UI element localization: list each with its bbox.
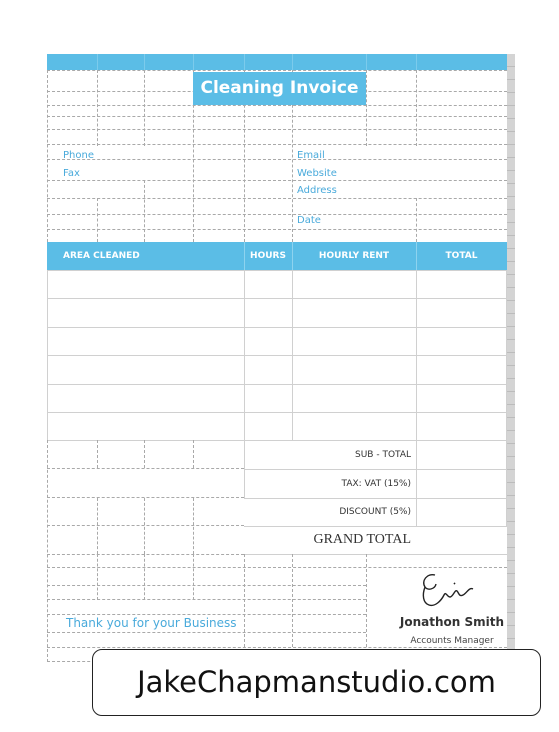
watermark-banner: JakeChapmanstudio.com	[92, 649, 541, 716]
invoice-title: Cleaning Invoice	[193, 72, 366, 105]
signature-image	[417, 567, 487, 611]
invoice-sheet	[47, 54, 507, 662]
grand-total-label: GRAND TOTAL	[313, 532, 411, 547]
sheet-edge-shade	[507, 54, 515, 662]
website-label: Website	[297, 168, 337, 179]
date-label: Date	[297, 215, 321, 226]
signer-role: Accounts Manager	[410, 636, 494, 646]
thank-you-note: Thank you for your Business	[66, 616, 237, 630]
col-area-cleaned: AREA CLEANED	[63, 251, 140, 261]
items-table-header	[47, 242, 507, 270]
address-label: Address	[297, 185, 337, 196]
fax-label: Fax	[63, 168, 80, 179]
col-hours: HOURS	[250, 251, 286, 261]
signer-name: Jonathon Smith	[399, 615, 505, 629]
phone-label: Phone	[63, 150, 94, 161]
discount-label: DISCOUNT (5%)	[339, 507, 411, 517]
email-label: Email	[297, 150, 325, 161]
col-total: TOTAL	[445, 251, 478, 261]
subtotal-label: SUB - TOTAL	[355, 450, 411, 460]
col-hourly-rent: HOURLY RENT	[318, 251, 390, 261]
tax-label: TAX: VAT (15%)	[341, 479, 411, 489]
top-accent-bar	[47, 54, 507, 70]
